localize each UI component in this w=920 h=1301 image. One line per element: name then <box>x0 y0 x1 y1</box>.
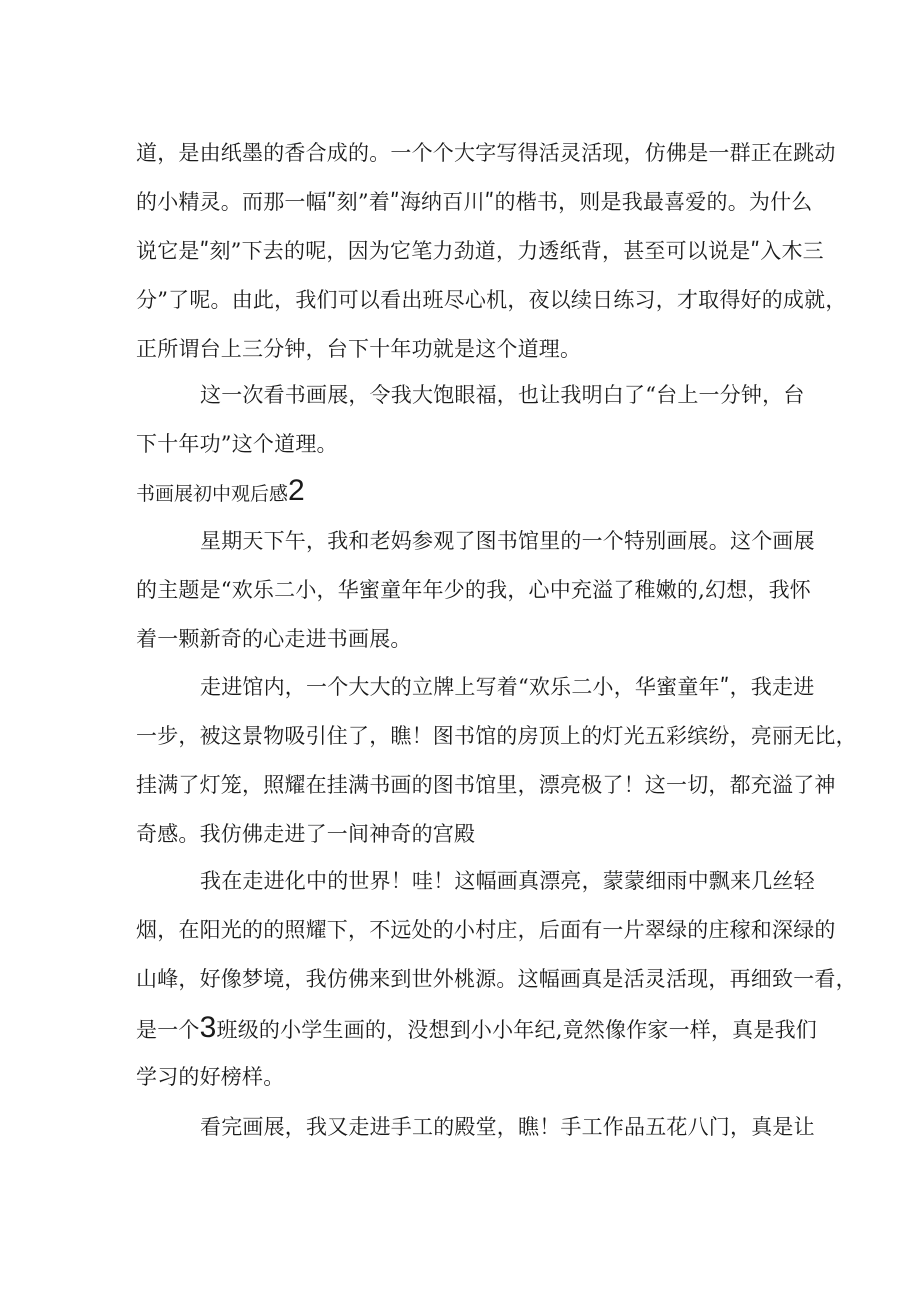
p1-line-4: 分”了呢。由此，我们可以看出班尽心机，夜以续日练习，才取得好的成就， <box>136 288 847 312</box>
p5-line-4 <box>136 1013 817 1045</box>
heading-text: 书画展初中观后感 <box>136 483 289 505</box>
p1-line-1: 道，是由纸墨的香合成的。一个个大字写得活灵活现，仿佛是一群正在跳动 <box>136 141 836 165</box>
heading-number: 2 <box>288 474 305 507</box>
p5-line-3: 山峰，好像梦境，我仿佛来到世外桃源。这幅画真是活灵活现，再细致一看， <box>136 967 857 991</box>
p5-line-2: 烟，在阳光的的照耀下，不远处的小村庄，后面有一片翠绿的庄稼和深绿的 <box>136 918 836 942</box>
p5-line-1: 我在走进化中的世界！哇！这幅画真漂亮，蒙蒙细雨中飘来几丝轻 <box>200 869 815 893</box>
p5-line-4-after: 班级的小学生画的，没想到小小年纪,竟然像作家一样，真是我们 <box>216 1018 817 1042</box>
p2-line-1: 这一次看书画展，令我大饱眼福，也让我明白了“台上一分钟，台 <box>200 383 805 407</box>
p3-line-1: 星期天下午，我和老妈参观了图书馆里的一个特别画展。这个画展 <box>200 529 815 553</box>
p2-line-2: 下十年功”这个道理。 <box>136 432 338 456</box>
section-heading <box>136 476 305 509</box>
p5-line-4-number: 3 <box>199 1011 217 1044</box>
p6-line-1: 看完画展，我又走进手工的殿堂，瞧！手工作品五花八门，真是让 <box>200 1115 815 1139</box>
p3-line-3: 着一颗新奇的心走进书画展。 <box>136 627 412 651</box>
p5-line-5: 学习的好榜样。 <box>136 1065 285 1089</box>
p1-line-5: 正所谓台上三分钟，台下十年功就是这个道理。 <box>136 337 582 361</box>
p1-line-3: 说它是ʺ刻”下去的呢，因为它笔力劲道，力透纸背，甚至可以说是ʺ入木三 <box>136 239 824 263</box>
p4-line-4: 奇感。我仿佛走进了一间神奇的宫殿 <box>136 822 476 846</box>
p3-line-2: 的主题是“欢乐二小，华蜜童年年少的我，心中充溢了稚嫩的,幻想，我怀 <box>136 578 812 602</box>
p4-line-2: 一步，被这景物吸引住了，瞧！图书馆的房顶上的灯光五彩缤纷，亮丽无比， <box>136 724 857 748</box>
p4-line-1: 走进馆内，一个大大的立牌上写着“欢乐二小，华蜜童年ʺ，我走进 <box>200 675 815 699</box>
p1-line-2: 的小精灵。而那一幅ʺ刻”着ʺ海纳百川ʺ的楷书，则是我最喜爱的。为什么 <box>136 190 813 214</box>
p4-line-3: 挂满了灯笼，照耀在挂满书画的图书馆里，漂亮极了！这一切，都充溢了神 <box>136 773 836 797</box>
p5-line-4-before: 是一个 <box>136 1018 200 1042</box>
